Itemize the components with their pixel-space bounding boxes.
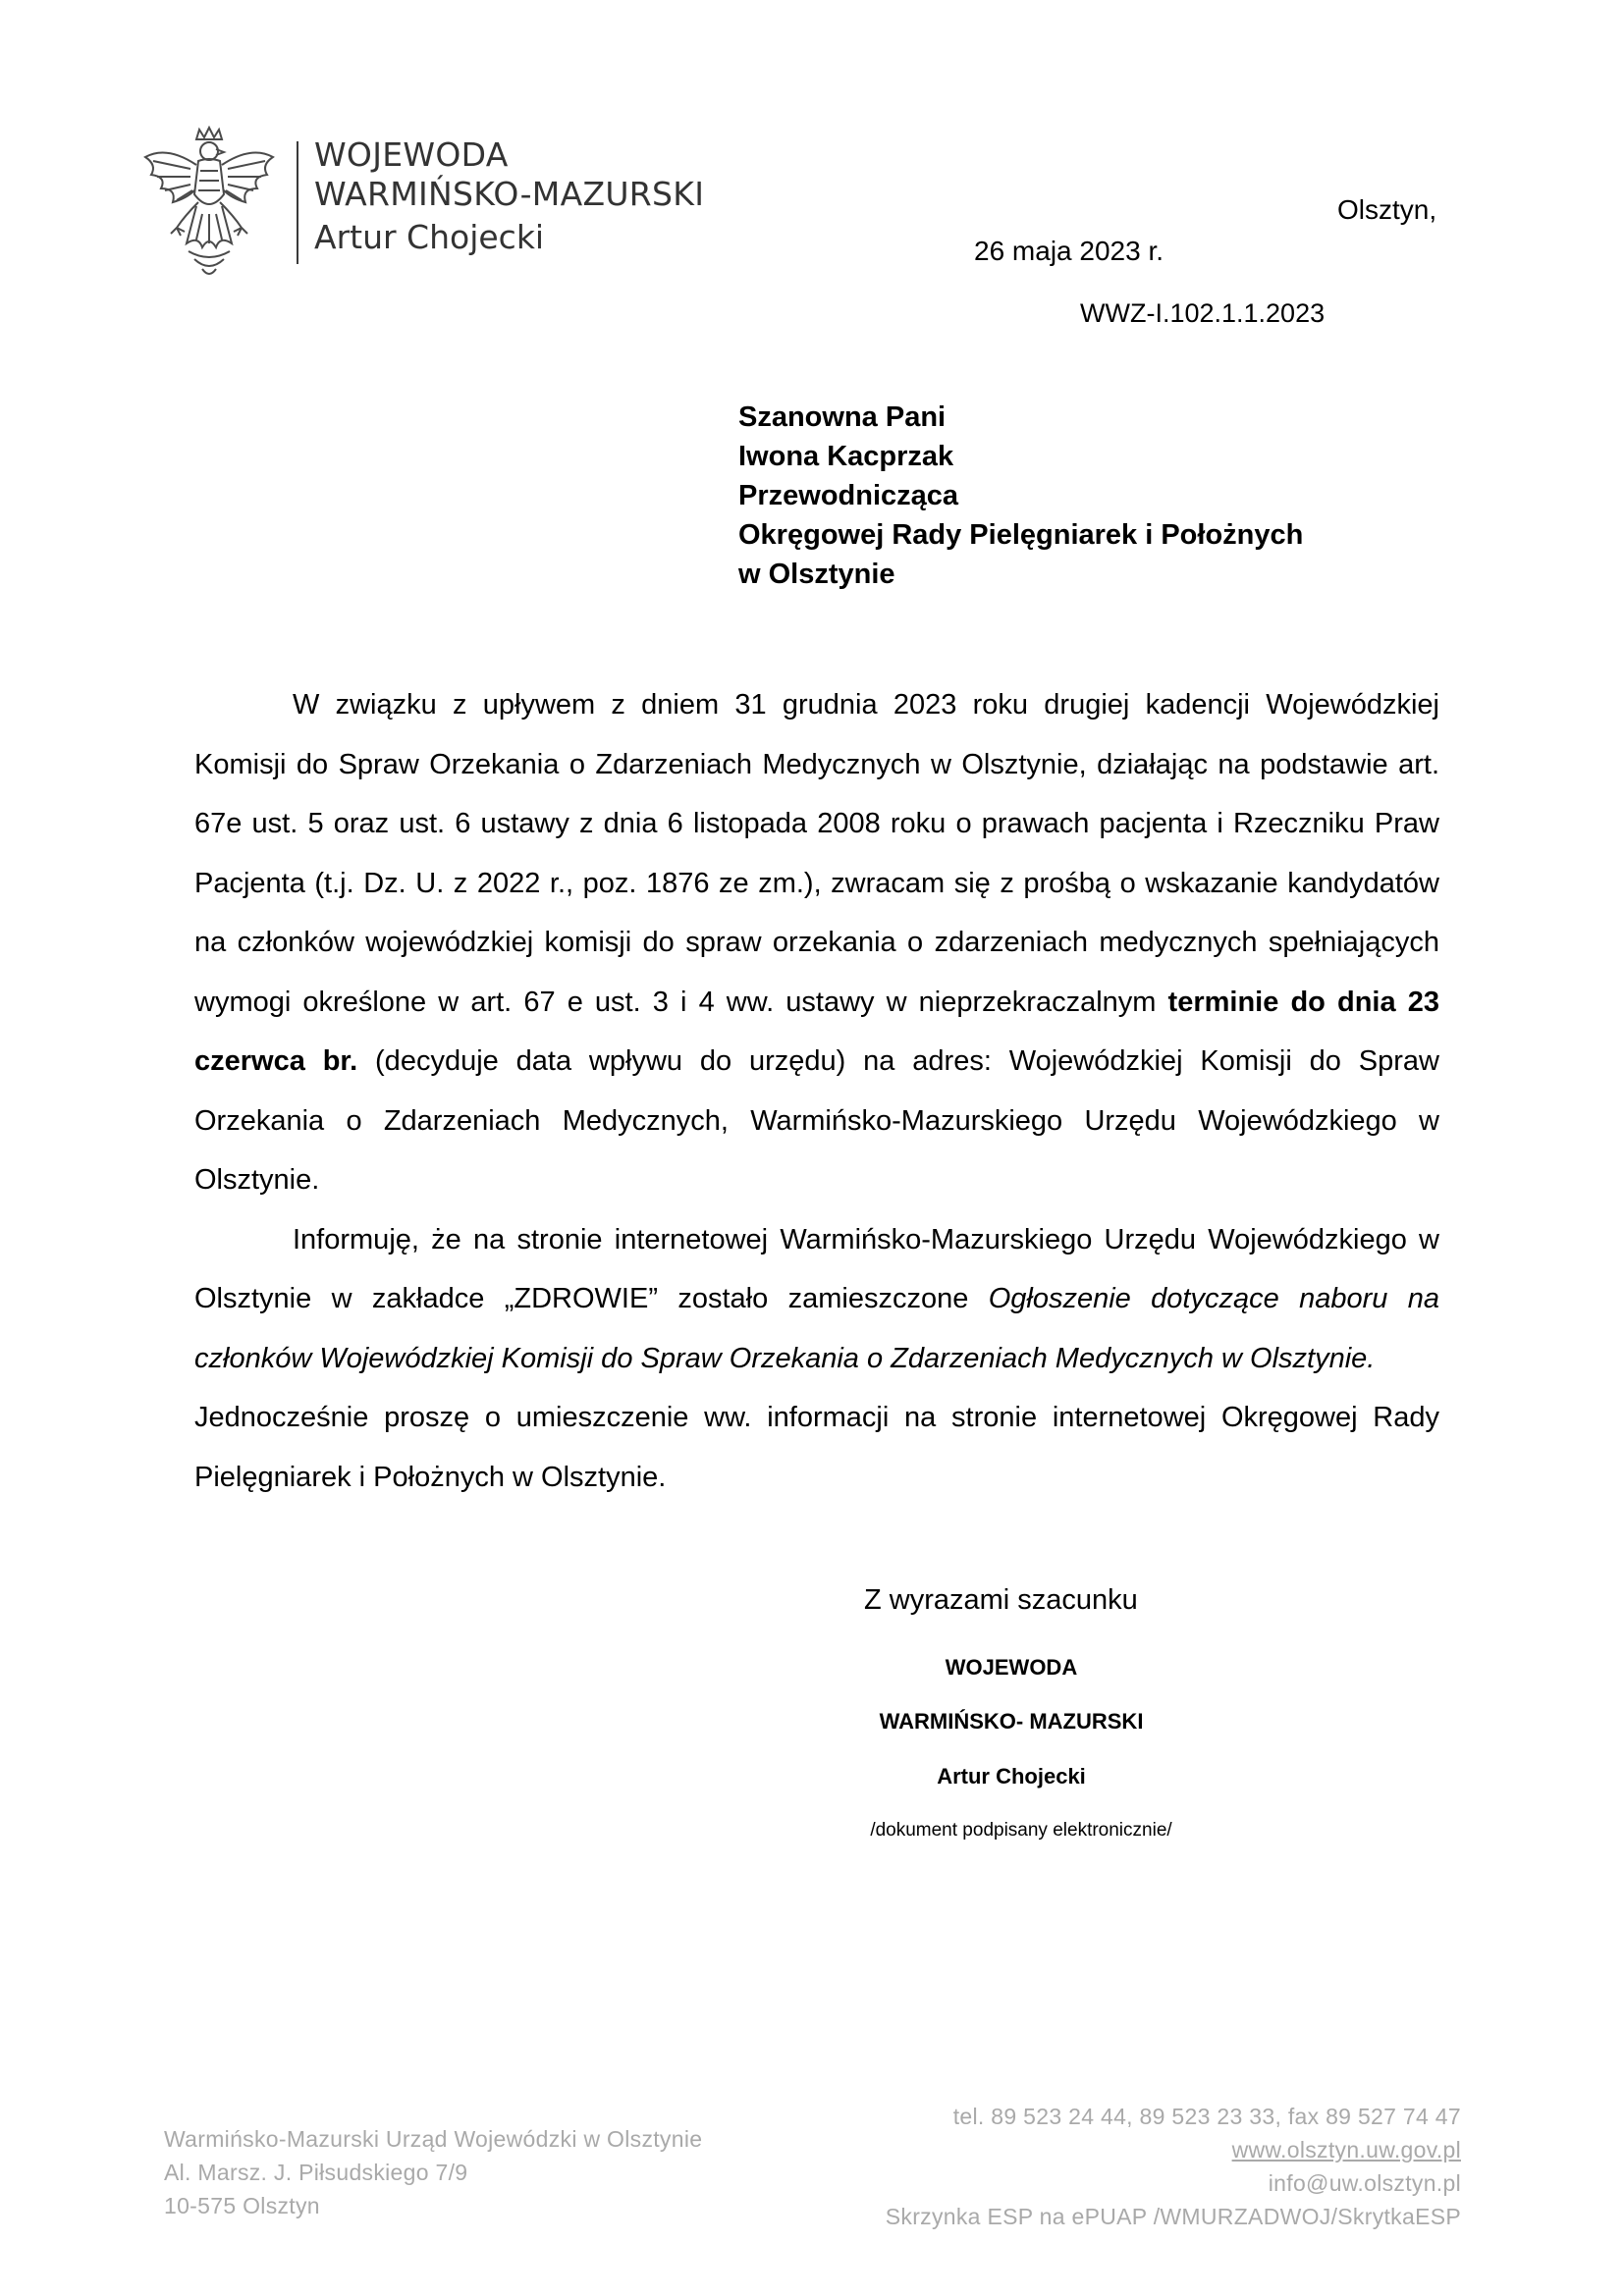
eagle-emblem-icon [137,126,281,283]
header-divider [297,141,298,264]
recipient-name: Iwona Kacprzak [738,441,954,472]
footer-website-link[interactable]: www.olsztyn.uw.gov.pl [1231,2137,1461,2163]
place-label: Olsztyn, [1337,194,1437,225]
footer-office-name: Warmińsko-Mazurski Urząd Wojewódzki w Olsztynie [164,2126,703,2152]
signature-line2: WARMIŃSKO- MAZURSKI [879,1709,1144,1734]
header-title-line3: Artur Chojecki [314,218,545,256]
footer-epuap: Skrzynka ESP na ePUAP /WMURZADWOJ/SkrytkaESP [885,2204,1461,2229]
footer-postcode: 10-575 Olsztyn [164,2193,320,2218]
body-paragraph-2 [194,1210,1439,1389]
p1-text-a: W związku z upływem z dniem 31 grudnia 2023 roku drugiej kadencji Wojewódzkiej Komisji do Spraw Orzekania o Zdarzeniach Medycznych w Olsztynie, działając na podstawie art. 67e ust. 5 oraz ust. 6 ustawy z dnia 6 listopada 2008 roku o prawach pacjenta i Rzeczniku Praw Pacjenta (t.j. Dz. U. z 2022 r., poz. 1876 ze zm.), zwracam się z prośbą o wskazanie kandydatów na członków wojewódzkiej komisji do spraw orzekania o zdarzeniach medycznych spełniających wymogi określone w art. 67 e ust. 3 i 4 ww. ustawy w nieprzekraczalnym [194,689,1439,1018]
header-title-line2: WARMIŃSKO-MAZURSKI [314,175,705,213]
footer-address [164,2122,702,2222]
letter-date: 26 maja 2023 r. [974,236,1164,266]
p1-text-b: (decyduje data wpływu do urzędu) na adres: Wojewódzkiej Komisji do Spraw Orzekania o Zdarzeniach Medycznych, Warmińsko-Mazurskiego Urzędu Wojewódzkiego w Olsztynie. [194,1045,1439,1196]
signature-line3: Artur Chojecki [937,1764,1086,1789]
letter-body [194,675,1439,1507]
recipient-block [738,398,1303,594]
footer-contact [886,2100,1461,2233]
deadline-bold: terminie do dnia 23 czerwca br. [194,986,1439,1077]
body-paragraph-3: Jednocześnie proszę o umieszczenie ww. informacji na stronie internetowej Okręgowej Rady Pielęgniarek i Położnych w Olsztynie. [194,1402,1439,1493]
recipient-role: Przewodnicząca [738,480,959,511]
signature-note: /dokument podpisany elektronicznie/ [870,1820,1172,1841]
recipient-salutation: Szanowna Pani [738,401,947,433]
footer-email[interactable]: info@uw.olsztyn.pl [1268,2170,1461,2196]
footer-street: Al. Marsz. J. Piłsudskiego 7/9 [164,2160,468,2185]
announcement-title: Ogłoszenie dotyczące naboru na członków Wojewódzkiej Komisji do Spraw Orzekania o Zdarzeniach Medycznych w Olsztynie. [194,1283,1439,1374]
closing-greeting: Z wyrazami szacunku [864,1584,1138,1616]
footer-phone: tel. 89 523 24 44, 89 523 23 33, fax 89 527 74 47 [952,2104,1461,2129]
p2-text-a: Informuję, że na stronie internetowej Warmińsko-Mazurskiego Urzędu Wojewódzkiego w Olsztynie w zakładce „ZDROWIE” zostało zamieszczone [194,1223,1439,1314]
header-title-line1: WOJEWODA [314,135,509,174]
body-paragraph-1 [194,675,1439,1210]
recipient-organization: Okręgowej Rady Pielęgniarek i Położnych [738,519,1304,551]
signature-line1: WOJEWODA [945,1655,1078,1680]
recipient-place: w Olsztynie [738,559,895,590]
reference-number: WWZ-I.102.1.1.2023 [1080,298,1326,328]
